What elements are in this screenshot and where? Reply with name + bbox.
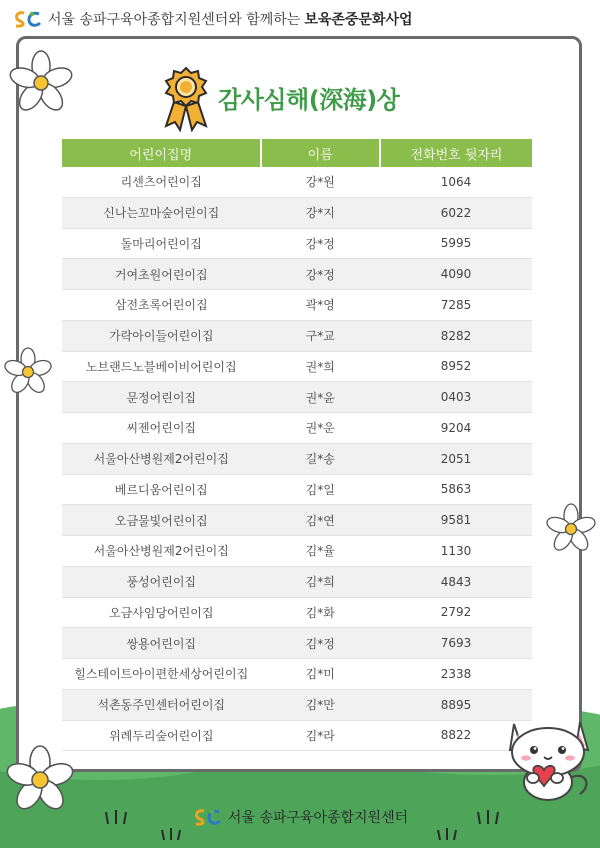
table-row [62, 259, 532, 290]
cell-daycare-name: 서울아산병원제2어린이집 [62, 536, 261, 567]
cell-person-name: 길*송 [261, 443, 380, 474]
column-header-phone: 전화번호 뒷자리 [380, 139, 532, 167]
cell-phone-digits: 2051 [380, 443, 532, 474]
table-row [62, 413, 532, 444]
cell-person-name: 강*지 [261, 197, 380, 228]
sc-logo-icon [12, 9, 42, 29]
cell-daycare-name: 씨젠어린이집 [62, 413, 261, 444]
table-row [62, 689, 532, 720]
cell-person-name: 김*율 [261, 536, 380, 567]
cell-person-name: 강*원 [261, 167, 380, 197]
cell-phone-digits: 0403 [380, 382, 532, 413]
award-medal-icon [162, 66, 210, 132]
header-org-text: 서울 송파구육아종합지원센터와 함께하는 [48, 12, 301, 28]
cell-person-name: 김*화 [261, 597, 380, 628]
cell-person-name: 강*정 [261, 259, 380, 290]
cell-daycare-name: 오금물빛어린이집 [62, 505, 261, 536]
cell-daycare-name: 풍성어린이집 [62, 566, 261, 597]
cell-phone-digits: 1130 [380, 536, 532, 567]
daisy-flower-icon [4, 46, 78, 124]
cell-daycare-name: 서울아산병원제2어린이집 [62, 443, 261, 474]
table-row [62, 536, 532, 567]
cell-phone-digits: 4843 [380, 566, 532, 597]
table-row [62, 566, 532, 597]
table-row [62, 197, 532, 228]
cell-daycare-name: 노브랜드노블베이비어린이집 [62, 351, 261, 382]
daisy-flower-icon [542, 500, 600, 562]
table-header-row [62, 139, 532, 167]
table-row [62, 228, 532, 259]
table-row [62, 443, 532, 474]
footer-org-text: 서울 송파구육아종합지원센터 [227, 810, 409, 826]
cell-person-name: 김*만 [261, 689, 380, 720]
cell-person-name: 김*정 [261, 628, 380, 659]
table-row [62, 720, 532, 751]
cell-person-name: 김*일 [261, 474, 380, 505]
cell-phone-digits: 6022 [380, 197, 532, 228]
page-header [0, 0, 600, 38]
cell-daycare-name: 리센츠어린이집 [62, 167, 261, 197]
cell-phone-digits: 8952 [380, 351, 532, 382]
table-row [62, 628, 532, 659]
cell-daycare-name: 석촌동주민센터어린이집 [62, 689, 261, 720]
table-row [62, 382, 532, 413]
cell-daycare-name: 문정어린이집 [62, 382, 261, 413]
cell-daycare-name: 베르디움어린이집 [62, 474, 261, 505]
table-row [62, 474, 532, 505]
cell-phone-digits: 9204 [380, 413, 532, 444]
cell-phone-digits: 2792 [380, 597, 532, 628]
cell-daycare-name: 신나는꼬마숲어린이집 [62, 197, 261, 228]
cat-with-heart-icon [500, 708, 596, 804]
table-row [62, 597, 532, 628]
table-row [62, 351, 532, 382]
cell-phone-digits: 5863 [380, 474, 532, 505]
cell-phone-digits: 1064 [380, 167, 532, 197]
cell-person-name: 권*운 [261, 413, 380, 444]
awards-table [62, 139, 532, 751]
cell-person-name: 권*희 [261, 351, 380, 382]
page-footer [0, 800, 600, 834]
cell-phone-digits: 9581 [380, 505, 532, 536]
table-row [62, 290, 532, 321]
cell-phone-digits: 8895 [380, 689, 532, 720]
header-program-text: 보육존중문화사업 [304, 12, 413, 28]
cell-phone-digits: 7285 [380, 290, 532, 321]
cell-person-name: 곽*영 [261, 290, 380, 321]
cell-daycare-name: 힐스테이트아이편한세상어린이집 [62, 659, 261, 690]
cell-phone-digits: 8822 [380, 720, 532, 751]
cell-phone-digits: 7693 [380, 628, 532, 659]
cell-person-name: 김*연 [261, 505, 380, 536]
sc-logo-icon [192, 807, 222, 827]
cell-person-name: 강*정 [261, 228, 380, 259]
cell-person-name: 김*미 [261, 659, 380, 690]
cell-person-name: 김*라 [261, 720, 380, 751]
column-header-name: 이름 [261, 139, 380, 167]
table-row [62, 659, 532, 690]
column-header-daycare: 어린이집명 [62, 139, 261, 167]
cell-daycare-name: 쌍용어린이집 [62, 628, 261, 659]
cell-phone-digits: 5995 [380, 228, 532, 259]
table-row [62, 505, 532, 536]
cell-phone-digits: 2338 [380, 659, 532, 690]
cell-daycare-name: 오금사임당어린이집 [62, 597, 261, 628]
cell-daycare-name: 돌마리어린이집 [62, 228, 261, 259]
cell-daycare-name: 삼전초록어린이집 [62, 290, 261, 321]
cell-daycare-name: 가락아이들어린이집 [62, 320, 261, 351]
cell-person-name: 김*희 [261, 566, 380, 597]
daisy-flower-icon [0, 344, 56, 404]
table-row [62, 167, 532, 197]
cell-person-name: 권*윤 [261, 382, 380, 413]
table-row [62, 320, 532, 351]
cell-phone-digits: 4090 [380, 259, 532, 290]
cell-daycare-name: 거여초원어린이집 [62, 259, 261, 290]
cell-phone-digits: 8282 [380, 320, 532, 351]
award-title: 감사심해(深海)상 [218, 86, 400, 114]
cell-daycare-name: 위례두리숲어린이집 [62, 720, 261, 751]
cell-person-name: 구*교 [261, 320, 380, 351]
